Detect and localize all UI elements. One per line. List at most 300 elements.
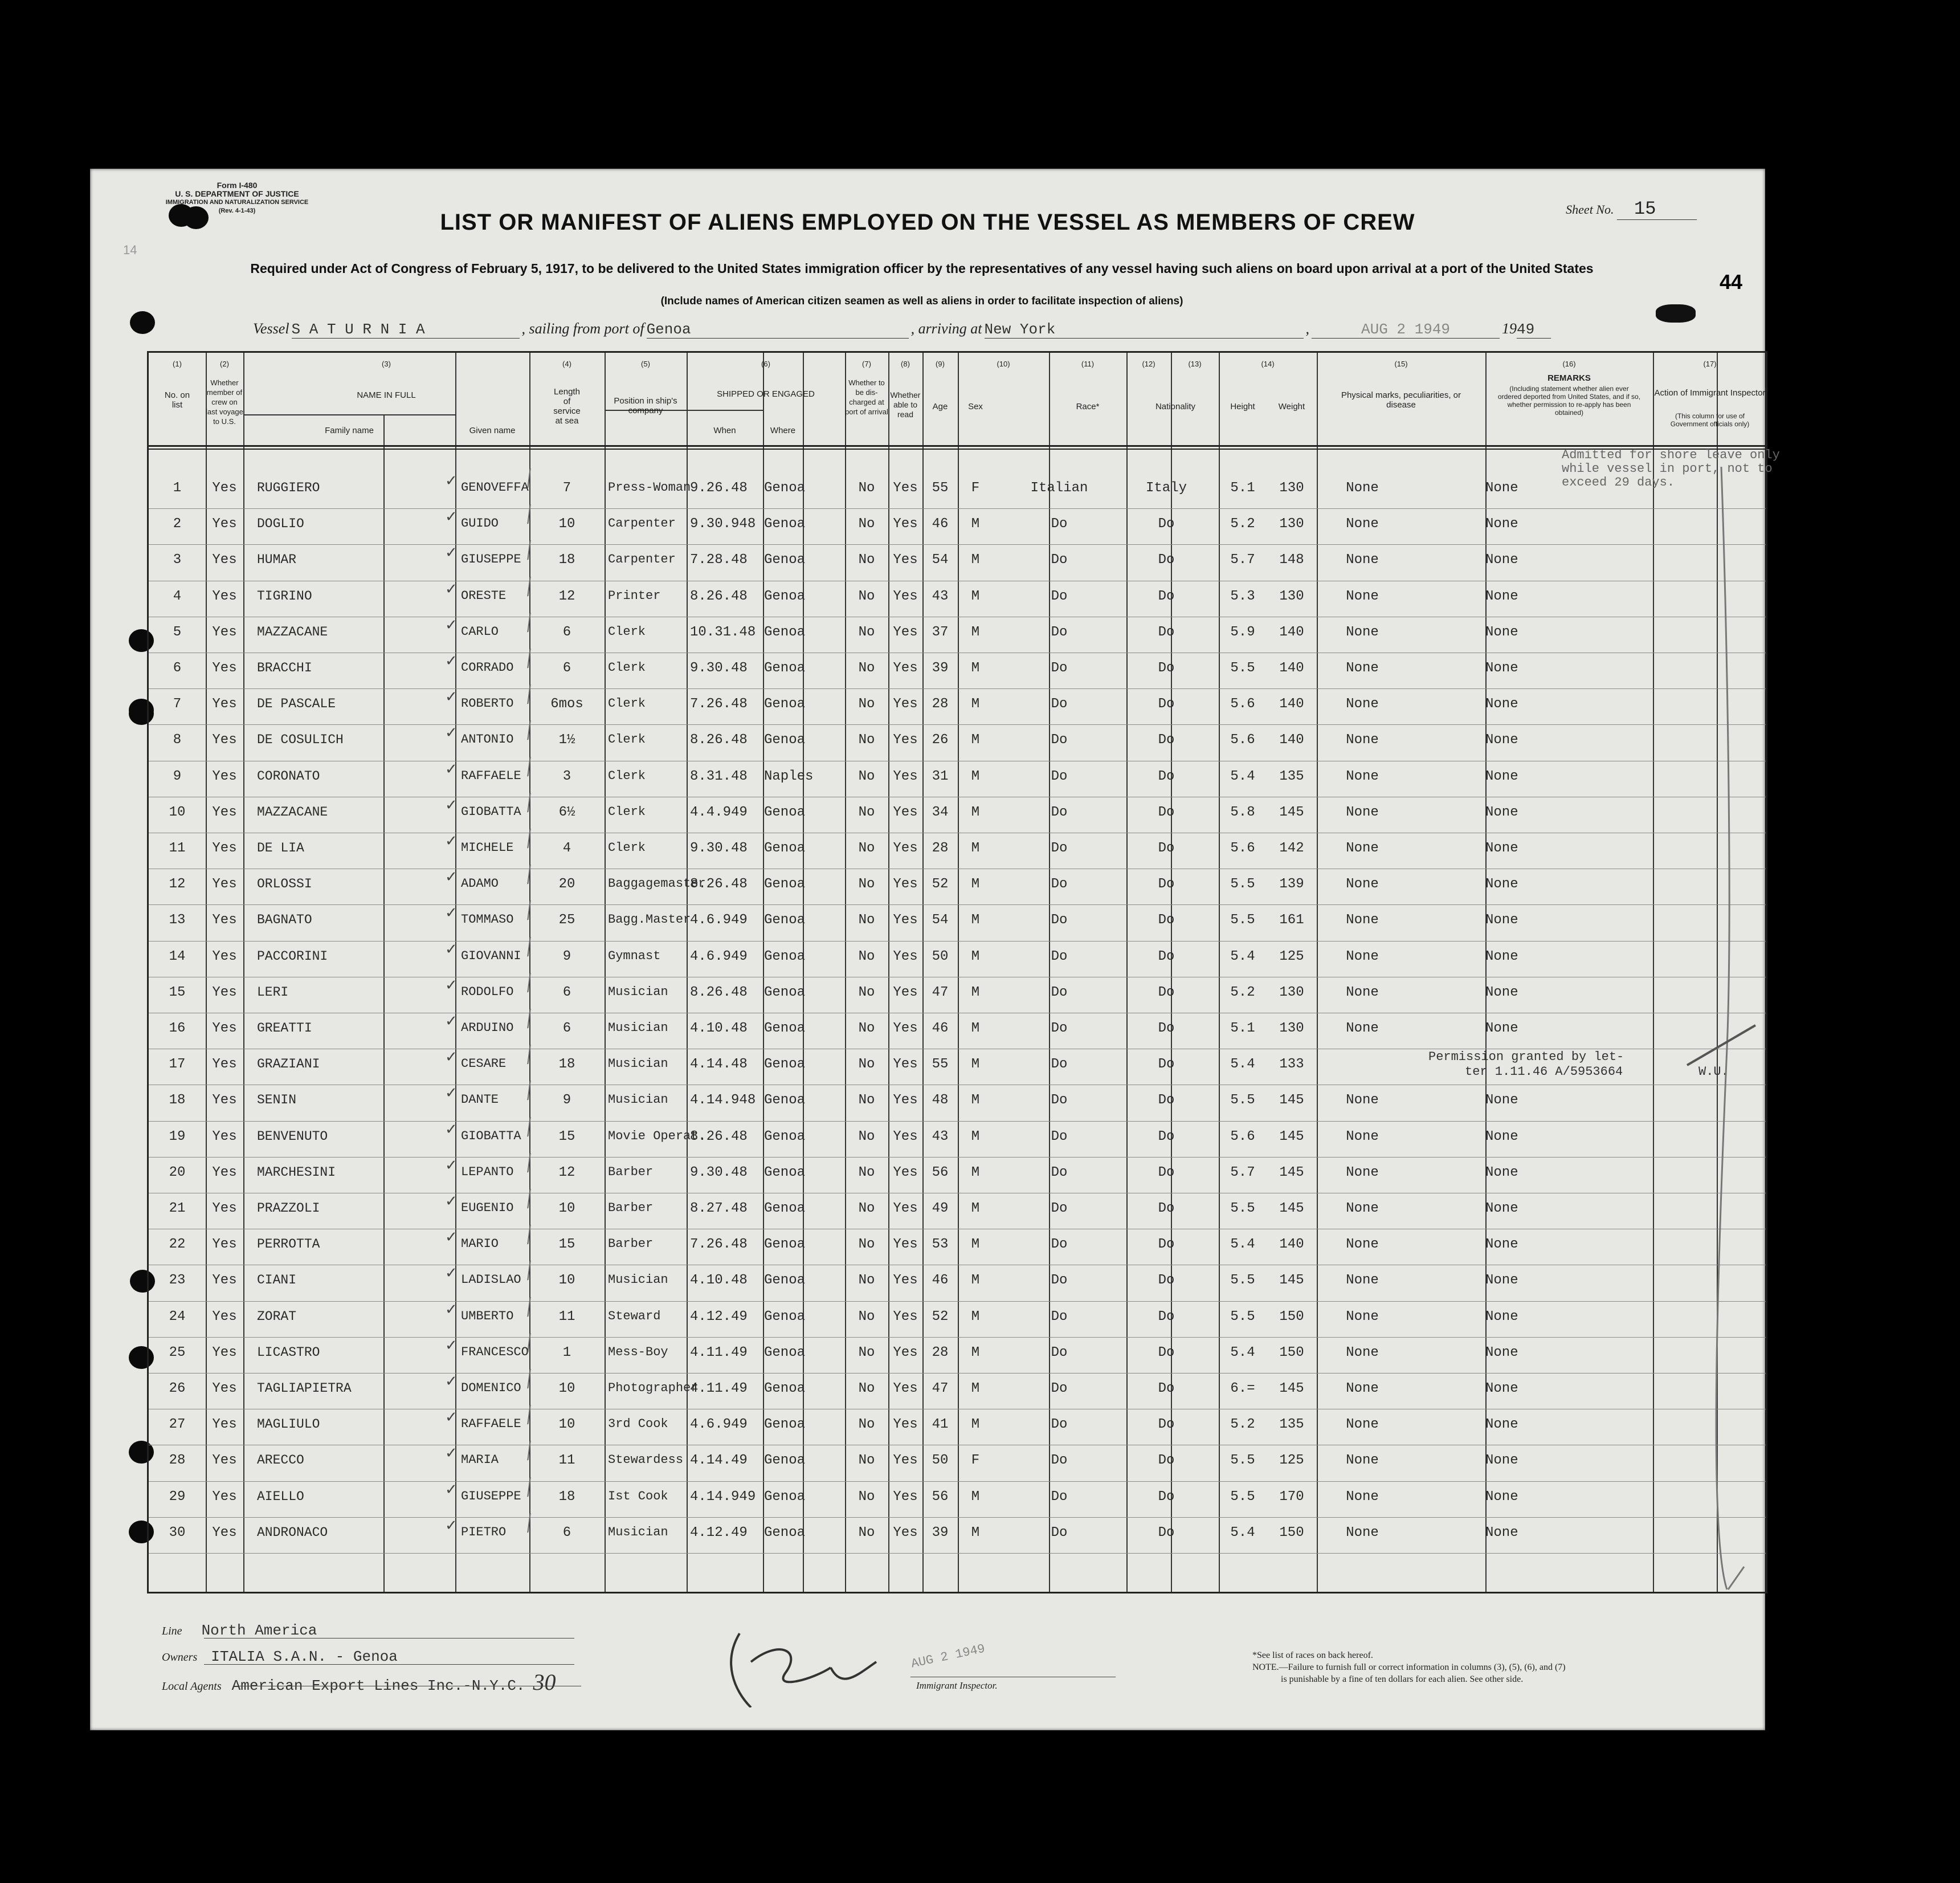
sex-cell: M (971, 1237, 980, 1253)
height-cell: 5.6 (1230, 841, 1255, 856)
weight-cell: 125 (1279, 948, 1304, 964)
weight-cell: 135 (1279, 768, 1304, 784)
shipped-when-cell: 4.6.949 (690, 912, 748, 928)
discharged-cell: No (858, 1344, 875, 1360)
punch-hole (130, 311, 155, 334)
length-cell: 10 (558, 1381, 575, 1396)
row-number: 29 (169, 1489, 186, 1505)
family-name-cell: LICASTRO (257, 1344, 320, 1360)
shipped-where-cell: Genoa (764, 552, 806, 568)
family-name-cell: BAGNATO (257, 912, 312, 928)
nationality-cell: Do (1158, 1128, 1175, 1144)
member-cell: Yes (212, 948, 237, 964)
family-name-cell: PRAZZOLI (257, 1201, 320, 1216)
race-cell: Do (1051, 1344, 1068, 1360)
physical-cell: None (1346, 804, 1379, 820)
weight-cell: 170 (1279, 1489, 1304, 1505)
shipped-when-cell: 7.26.48 (690, 696, 748, 712)
weight-cell: 148 (1279, 552, 1304, 568)
table-row (149, 1477, 1766, 1521)
nationality-cell: Do (1158, 1237, 1175, 1253)
length-cell: 10 (558, 1201, 575, 1216)
race-cell: Do (1051, 516, 1068, 532)
remarks-cell: None (1485, 1453, 1518, 1469)
physical-cell: None (1346, 624, 1379, 640)
weight-cell: 130 (1279, 480, 1304, 496)
checkmark-icon: ✓ (445, 1085, 458, 1102)
member-cell: Yes (212, 841, 237, 856)
race-cell: Do (1051, 804, 1068, 820)
family-name-cell: ANDRONACO (257, 1525, 328, 1540)
length-cell: 10 (558, 1273, 575, 1289)
header-shipped: SHIPPED OR ENGAGED (717, 389, 815, 399)
race-cell: Do (1051, 1237, 1068, 1253)
given-name-cell: ARDUINO (461, 1021, 514, 1035)
tally-mark-icon: ╱ (522, 1225, 537, 1245)
shore-leave-remark: Admitted for shore leave only while vessel in port, not to exceed 29 days. (1562, 448, 1780, 490)
physical-cell: None (1346, 732, 1379, 748)
age-cell: 56 (932, 1489, 949, 1505)
shipped-when-cell: 4.11.49 (690, 1344, 748, 1360)
remarks-cell: None (1485, 841, 1518, 856)
weight-cell: 145 (1279, 1093, 1304, 1108)
physical-cell: None (1346, 696, 1379, 712)
table-row (149, 1334, 1766, 1376)
discharged-cell: No (858, 1057, 875, 1073)
remarks-cell: None (1485, 912, 1518, 928)
age-cell: 39 (932, 1525, 949, 1540)
height-cell: 5.5 (1230, 877, 1255, 892)
row-number: 13 (169, 912, 186, 928)
height-cell: 5.9 (1230, 624, 1255, 640)
checkmark-icon: ✓ (445, 1445, 458, 1462)
header-remarks: REMARKS (1547, 373, 1591, 383)
member-cell: Yes (212, 1128, 237, 1144)
weight-cell: 142 (1279, 841, 1304, 856)
shipped-where-cell: Genoa (764, 1381, 806, 1396)
race-cell: Do (1051, 1381, 1068, 1396)
weight-cell: 145 (1279, 1201, 1304, 1216)
nationality-cell: Do (1158, 912, 1175, 928)
sex-cell: M (971, 1417, 980, 1433)
shipped-when-cell: 9.30.48 (690, 1164, 748, 1180)
header-discharged: Whether to be dis-charged at port of arrival (845, 378, 888, 416)
permission-remark-wu: W.U. (1698, 1065, 1729, 1079)
shipped-when-cell: 8.26.48 (690, 1128, 748, 1144)
header-weight: Weight (1278, 402, 1305, 411)
table-row (149, 1117, 1766, 1160)
discharged-cell: No (858, 516, 875, 532)
tally-mark-icon: ╱ (522, 937, 537, 957)
tally-mark-icon: ╱ (522, 721, 537, 741)
height-cell: 5.7 (1230, 552, 1255, 568)
shipped-when-cell: 4.14.949 (690, 1489, 756, 1505)
height-cell: 5.5 (1230, 1273, 1255, 1289)
read-cell: Yes (893, 1453, 918, 1469)
header-length: Length of service at sea (553, 387, 581, 426)
length-cell: 6 (562, 661, 571, 676)
length-cell: 12 (558, 1164, 575, 1180)
table-row (149, 613, 1766, 656)
shipped-where-cell: Genoa (764, 1453, 806, 1469)
discharged-cell: No (858, 1237, 875, 1253)
row-number: 7 (173, 696, 182, 712)
checkmark-icon: ✓ (445, 1156, 458, 1174)
remarks-cell: None (1485, 1489, 1518, 1505)
row-number: 18 (169, 1093, 186, 1108)
table-row (149, 1009, 1766, 1052)
race-cell: Do (1051, 732, 1068, 748)
read-cell: Yes (893, 1201, 918, 1216)
inspector-pencil-line (1653, 455, 1767, 1607)
shipped-where-cell: Genoa (764, 480, 806, 496)
shipped-where-cell: Naples (764, 768, 814, 784)
form-identifier: Form I-480 U. S. DEPARTMENT OF JUSTICE IMMIGRATION AND NATURALIZATION SERVICE (Rev. 4-1-43) (165, 181, 309, 214)
sex-cell: M (971, 516, 980, 532)
header-race: Race* (1076, 402, 1100, 411)
given-name-cell: LEPANTO (461, 1164, 514, 1179)
nationality-cell: Do (1158, 1309, 1175, 1324)
tally-mark-icon: ╱ (522, 1514, 537, 1533)
age-cell: 52 (932, 1309, 949, 1324)
height-cell: 6.= (1230, 1381, 1255, 1396)
age-cell: 28 (932, 1344, 949, 1360)
physical-cell: None (1346, 841, 1379, 856)
read-cell: Yes (893, 552, 918, 568)
given-name-cell: DOMENICO (461, 1381, 521, 1395)
discharged-cell: No (858, 912, 875, 928)
member-cell: Yes (212, 516, 237, 532)
row-number: 4 (173, 588, 182, 604)
family-name-cell: BENVENUTO (257, 1128, 328, 1144)
shipped-where-cell: Genoa (764, 696, 806, 712)
weight-cell: 139 (1279, 877, 1304, 892)
shipped-where-cell: Genoa (764, 516, 806, 532)
nationality-cell: Do (1158, 1489, 1175, 1505)
height-cell: 5.5 (1230, 912, 1255, 928)
tally-mark-icon: ╱ (522, 1117, 537, 1137)
table-row (149, 1514, 1766, 1556)
weight-cell: 140 (1279, 1237, 1304, 1253)
read-cell: Yes (893, 1381, 918, 1396)
read-cell: Yes (893, 948, 918, 964)
sex-cell: F (971, 1453, 980, 1469)
position-cell: Clerk (608, 841, 646, 855)
checkmark-icon: ✓ (445, 760, 458, 778)
given-name-cell: FRANCESCO (461, 1344, 529, 1359)
nationality-cell: Do (1158, 1344, 1175, 1360)
nationality-cell: Do (1158, 588, 1175, 604)
age-cell: 39 (932, 661, 949, 676)
family-name-cell: HUMAR (257, 552, 297, 568)
given-name-cell: MARIO (461, 1237, 499, 1252)
tally-mark-icon: ╱ (522, 1189, 537, 1209)
position-cell: Clerk (608, 804, 646, 819)
shipped-where-cell: Genoa (764, 1237, 806, 1253)
length-cell: 1 (562, 1344, 571, 1360)
family-name-cell: RUGGIERO (257, 480, 320, 495)
discharged-cell: No (858, 732, 875, 748)
read-cell: Yes (893, 1417, 918, 1433)
family-name-cell: BRACCHI (257, 661, 312, 675)
checkmark-icon: ✓ (445, 508, 458, 526)
height-cell: 5.5 (1230, 1201, 1255, 1216)
sex-cell: M (971, 552, 980, 568)
member-cell: Yes (212, 1489, 237, 1505)
margin-number: 14 (123, 243, 137, 257)
age-cell: 34 (932, 804, 949, 820)
weight-cell: 133 (1279, 1057, 1304, 1073)
tally-mark-icon: ╱ (522, 1334, 537, 1353)
family-name-cell: MAZZACANE (257, 804, 328, 820)
sex-cell: M (971, 1309, 980, 1324)
weight-cell: 150 (1279, 1344, 1304, 1360)
table-row (149, 1441, 1766, 1484)
tally-mark-icon: ╱ (522, 1261, 537, 1281)
discharged-cell: No (858, 877, 875, 892)
given-name-cell: CARLO (461, 624, 499, 639)
tally-mark-icon: ╱ (522, 1045, 537, 1065)
age-cell: 55 (932, 480, 949, 496)
row-number: 2 (173, 516, 182, 532)
age-cell: 46 (932, 1273, 949, 1289)
table-row (149, 469, 1766, 512)
remarks-cell: None (1485, 1525, 1518, 1540)
height-cell: 5.3 (1230, 588, 1255, 604)
table-row (149, 901, 1766, 944)
weight-cell: 150 (1279, 1309, 1304, 1324)
discharged-cell: No (858, 1489, 875, 1505)
shipped-when-cell: 8.27.48 (690, 1201, 748, 1216)
age-cell: 54 (932, 552, 949, 568)
length-cell: 10 (558, 516, 575, 532)
member-cell: Yes (212, 804, 237, 820)
crew-table: (1) (2) (3) (4) (5) (6) (7) (8) (9) (10) (11) (12) (13) (14) (15) (16) (17) No. on list Whether member of crew on last voyage to U.S. NAME IN FULL Family name Given name Length of service at sea Position in ship's company SHIPPED OR ENGAGED When Where Whether to be dis-charged at port of arrival Whether able to read Age Sex Race* Nationality Height Weight Physical marks, peculiarities, or disease REMARKS (Including statement whether alien ever ordered deported from United States, and if so, whether permission to re-apply has been obtained) Action of Immigrant Inspector (This column for use of Government officials only) 1 Yes RUGGIERO GENOVEFFA 7 Press-Woman 9.26.48 Genoa No Yes 55 F Italian Italy 5.1 130 None None ✓ ╱ 2 Yes DOGLIO GUIDO 10 Carpenter 9.30.948 Genoa No Yes 46 M Do Do 5.2 130 None None ✓ ╱ 3 Yes HUMAR GIUSEPPE 18 Carpenter 7.28.48 Genoa No Yes 54 M Do Do 5.7 148 None None ✓ ╱ 4 Yes TIGRINO ORESTE 12 Printer 8.26.48 Genoa No Yes 43 M Do Do 5.3 130 None None ✓ ╱ 5 Yes MAZZACANE CARLO 6 Clerk 10.31.48 Genoa No Yes 37 M Do Do 5.9 140 None None ✓ ╱ 6 Yes BRACCHI CORRADO 6 Clerk 9.30.48 Genoa No Yes 39 M Do Do 5.5 140 None None ✓ ╱ 7 Yes DE PASCALE ROBERTO 6mos Clerk 7.26.48 Genoa No Yes 28 M Do Do 5.6 140 None None ✓ ╱ 8 Yes DE COSULICH ANTONIO 1½ Clerk 8.26.48 Genoa No Yes 26 M Do Do 5.6 140 None None ✓ ╱ 9 Yes CORONATO RAFFAELE 3 Clerk 8.31.48 Naples No Yes 31 M Do Do 5.4 135 None None ✓ ╱ 10 Yes MAZZACANE GIOBATTA 6½ Clerk 4.4.949 Genoa No Yes 34 M Do Do 5.8 145 None None ✓ ╱ 11 Yes DE LIA MICHELE 4 Clerk 9.30.48 Genoa No Yes 28 M Do Do 5.6 142 None None ✓ ╱ 12 Yes ORLOSSI ADAMO 20 Baggagemaster 8.26.48 Genoa No Yes 52 M Do Do 5.5 139 None None ✓ ╱ 13 Yes BAGNATO TOMMASO 25 Bagg.Master 4.6.949 Genoa No Yes 54 M Do Do 5.5 161 None None ✓ ╱ 14 Yes PACCORINI GIOVANNI 9 Gymnast 4.6.949 Genoa No Yes 50 M Do Do 5.4 125 None None ✓ ╱ 15 Yes LERI RODOLFO 6 Musician 8.26.48 Genoa No Yes 47 M Do Do 5.2 130 None None ✓ ╱ 16 Yes GREATTI ARDUINO 6 Musician 4.10.48 Genoa No Yes 46 M Do Do 5.1 130 None None ✓ ╱ 17 Yes GRAZIANI CESARE 18 Musician 4.14.48 Genoa No Yes 55 M Do Do 5.4 133 ✓ ╱ 18 Yes SENIN DANTE 9 Musician 4.14.948 Genoa No Yes 48 M Do Do 5.5 145 None None ✓ ╱ 19 Yes BENVENUTO GIOBATTA 15 Movie Operat. 8.26.48 Genoa No Yes 43 M Do Do 5.6 145 None None ✓ ╱ 20 Yes MARCHESINI LEPANTO 12 Barber 9.30.48 Genoa No Yes 56 M Do Do 5.7 145 None None ✓ ╱ 21 Yes PRAZZOLI EUGENIO 10 Barber 8.27.48 Genoa No Yes 49 M Do Do 5.5 145 None None ✓ ╱ 22 Yes PERROTTA MARIO 15 Barber 7.26.48 Genoa No Yes 53 M Do Do 5.4 140 None None ✓ ╱ 23 Yes CIANI LADISLAO 10 Musician 4.10.48 Genoa No Yes 46 M Do Do 5.5 145 None None ✓ ╱ 24 Yes ZORAT UMBERTO 11 Steward 4.12.49 Genoa No Yes 52 M Do Do 5.5 150 None None ✓ ╱ 25 Yes LICASTRO FRANCESCO 1 Mess-Boy 4.11.49 Genoa No Yes 28 M Do Do 5.4 150 None None ✓ ╱ 26 Yes TAGLIAPIETRA DOMENICO 10 Photographer 4.11.49 Genoa No Yes 47 M Do Do 6.= 145 None None ✓ ╱ 27 Yes MAGLIULO RAFFAELE 10 3rd Cook 4.6.949 Genoa No Yes 41 M Do Do 5.2 135 None None ✓ ╱ 28 Yes ARECCO MARIA 11 Stewardess 4.14.49 Genoa No Yes 50 F Do Do 5.5 125 None None ✓ ╱ 29 Yes AIELLO GIUSEPPE 18 Ist Cook 4.14.949 Genoa No Yes 56 M Do Do 5.5 170 None None ✓ ╱ 30 Yes ANDRONACO PIETRO 6 Musician 4.12.49 Genoa No Yes 39 M Do Do 5.4 150 None None ✓ ╱ Admitted for shore leave only while vessel in port, not to exceed 29 days. Permission granted by let- ter 1.11.46 A/5953664 W.U. (147, 351, 1767, 1593)
given-name-cell: CORRADO (461, 661, 514, 675)
checkmark-icon: ✓ (445, 1229, 458, 1246)
physical-cell: None (1346, 1093, 1379, 1108)
inspection-stamp: AUG 2 1949 (909, 1641, 987, 1672)
nationality-cell: Do (1158, 1417, 1175, 1433)
length-cell: 7 (562, 480, 571, 496)
permission-remark-1: Permission granted by let- (1428, 1050, 1624, 1064)
tally-mark-icon: ╱ (522, 541, 537, 561)
remarks-cell: None (1485, 732, 1518, 748)
given-name-cell: GIOBATTA (461, 804, 521, 819)
table-row (149, 577, 1766, 620)
shipped-when-cell: 7.28.48 (690, 552, 748, 568)
read-cell: Yes (893, 732, 918, 748)
sex-cell: M (971, 804, 980, 820)
nationality-cell: Do (1158, 1164, 1175, 1180)
table-row (149, 1297, 1766, 1340)
remarks-cell: None (1485, 948, 1518, 964)
discharged-cell: No (858, 1164, 875, 1180)
member-cell: Yes (212, 877, 237, 892)
age-cell: 43 (932, 1128, 949, 1144)
shipped-when-cell: 4.11.49 (690, 1381, 748, 1396)
row-number: 27 (169, 1417, 186, 1433)
weight-cell: 150 (1279, 1525, 1304, 1540)
age-cell: 47 (932, 984, 949, 1000)
remarks-cell: None (1485, 768, 1518, 784)
shipped-where-cell: Genoa (764, 1128, 806, 1144)
length-cell: 1½ (558, 732, 575, 748)
height-cell: 5.5 (1230, 661, 1255, 676)
family-name-cell: TAGLIAPIETRA (257, 1381, 352, 1396)
age-cell: 41 (932, 1417, 949, 1433)
header-height: Height (1230, 402, 1255, 411)
remarks-cell: None (1485, 1093, 1518, 1108)
sex-cell: M (971, 1128, 980, 1144)
length-cell: 10 (558, 1417, 575, 1433)
length-cell: 11 (558, 1309, 575, 1324)
checkmark-icon: ✓ (445, 940, 458, 958)
family-name-cell: DE PASCALE (257, 696, 336, 712)
weight-cell: 161 (1279, 912, 1304, 928)
tally-mark-icon: ╱ (522, 757, 537, 777)
tally-mark-icon: ╱ (522, 829, 537, 849)
row-number: 24 (169, 1309, 186, 1324)
shipped-where-cell: Genoa (764, 1309, 806, 1324)
age-cell: 48 (932, 1093, 949, 1108)
tally-mark-icon: ╱ (522, 1405, 537, 1425)
remarks-cell: None (1485, 1273, 1518, 1289)
given-name-cell: GUIDO (461, 516, 499, 531)
vessel-line: Vessel S A T U R N I A , sailing from port of Genoa , arriving at New York , AUG 2 1949 1949 (253, 320, 1723, 343)
height-cell: 5.2 (1230, 516, 1255, 532)
remarks-cell: None (1485, 1309, 1518, 1324)
table-row (149, 1261, 1766, 1304)
shipped-when-cell: 4.12.49 (690, 1525, 748, 1540)
checkmark-icon: ✓ (445, 472, 458, 490)
shipped-when-cell: 7.26.48 (690, 1237, 748, 1253)
checkmark-icon: ✓ (445, 1265, 458, 1282)
checkmark-icon: ✓ (445, 869, 458, 886)
row-number: 22 (169, 1237, 186, 1253)
tally-mark-icon: ╱ (522, 1081, 537, 1101)
race-cell: Do (1051, 1489, 1068, 1505)
height-cell: 5.4 (1230, 1525, 1255, 1540)
table-row (149, 937, 1766, 980)
shipped-when-cell: 8.26.48 (690, 877, 748, 892)
sheet-number: Sheet No. 15 (1566, 198, 1697, 220)
position-cell: Musician (608, 1021, 668, 1035)
header-age: Age (932, 402, 948, 411)
shipped-where-cell: Genoa (764, 624, 806, 640)
shipped-where-cell: Genoa (764, 804, 806, 820)
height-cell: 5.1 (1230, 1021, 1255, 1036)
row-number: 20 (169, 1164, 186, 1180)
position-cell: Photographer (608, 1381, 699, 1395)
age-cell: 46 (932, 1021, 949, 1036)
position-cell: Baggagemaster (608, 877, 706, 891)
family-name-cell: ZORAT (257, 1309, 297, 1324)
remarks-cell: None (1485, 624, 1518, 640)
physical-cell: None (1346, 1489, 1379, 1505)
race-cell: Do (1051, 1201, 1068, 1216)
nationality-cell: Do (1158, 1273, 1175, 1289)
sex-cell: M (971, 1273, 980, 1289)
discharged-cell: No (858, 768, 875, 784)
row-number: 15 (169, 984, 186, 1000)
nationality-cell: Do (1158, 1201, 1175, 1216)
age-cell: 49 (932, 1201, 949, 1216)
position-cell: Clerk (608, 624, 646, 639)
given-name-cell: DANTE (461, 1093, 499, 1107)
length-cell: 15 (558, 1128, 575, 1144)
shipped-when-cell: 4.6.949 (690, 1417, 748, 1433)
checkmark-icon: ✓ (445, 653, 458, 670)
age-cell: 28 (932, 841, 949, 856)
row-number: 12 (169, 877, 186, 892)
position-cell: Stewardess (608, 1453, 684, 1468)
header-name: NAME IN FULL (357, 390, 416, 400)
height-cell: 5.4 (1230, 768, 1255, 784)
position-cell: Musician (608, 1273, 668, 1287)
read-cell: Yes (893, 804, 918, 820)
member-cell: Yes (212, 588, 237, 604)
member-cell: Yes (212, 1201, 237, 1216)
given-name-cell: EUGENIO (461, 1201, 514, 1215)
read-cell: Yes (893, 661, 918, 676)
discharged-cell: No (858, 696, 875, 712)
age-cell: 28 (932, 696, 949, 712)
race-cell: Do (1051, 768, 1068, 784)
given-name-cell: ANTONIO (461, 732, 514, 747)
family-name-cell: ORLOSSI (257, 877, 312, 892)
table-row (149, 793, 1766, 836)
header-given: Given name (469, 426, 516, 435)
race-cell: Do (1051, 1309, 1068, 1324)
discharged-cell: No (858, 552, 875, 568)
family-name-cell: GREATTI (257, 1021, 312, 1036)
read-cell: Yes (893, 1344, 918, 1360)
family-name-cell: DE LIA (257, 841, 304, 855)
race-cell: Do (1051, 624, 1068, 640)
race-cell: Do (1051, 948, 1068, 964)
remarks-cell: None (1485, 804, 1518, 820)
length-cell: 25 (558, 912, 575, 928)
weight-cell: 130 (1279, 1021, 1304, 1036)
nationality-cell: Do (1158, 552, 1175, 568)
given-name-cell: RAFFAELE (461, 768, 521, 783)
length-cell: 6 (562, 984, 571, 1000)
footer-line-row: Line North America (162, 1622, 317, 1639)
row-number: 23 (169, 1273, 186, 1289)
header-action: Action of Immigrant Inspector (1654, 388, 1766, 398)
race-cell: Do (1051, 661, 1068, 676)
member-cell: Yes (212, 1381, 237, 1396)
family-name-cell: ARECCO (257, 1453, 304, 1468)
physical-cell: None (1346, 1237, 1379, 1253)
height-cell: 5.5 (1230, 1489, 1255, 1505)
age-cell: 47 (932, 1381, 949, 1396)
vessel-name: S A T U R N I A (292, 321, 520, 339)
member-cell: Yes (212, 480, 237, 496)
length-cell: 4 (562, 841, 571, 856)
read-cell: Yes (893, 1164, 918, 1180)
nationality-cell: Do (1158, 1021, 1175, 1036)
read-cell: Yes (893, 1093, 918, 1108)
family-name-cell: PERROTTA (257, 1237, 320, 1252)
tally-mark-icon: ╱ (522, 649, 537, 669)
weight-cell: 145 (1279, 1381, 1304, 1396)
sex-cell: M (971, 696, 980, 712)
member-cell: Yes (212, 1417, 237, 1433)
age-cell: 31 (932, 768, 949, 784)
length-cell: 6½ (558, 804, 575, 820)
